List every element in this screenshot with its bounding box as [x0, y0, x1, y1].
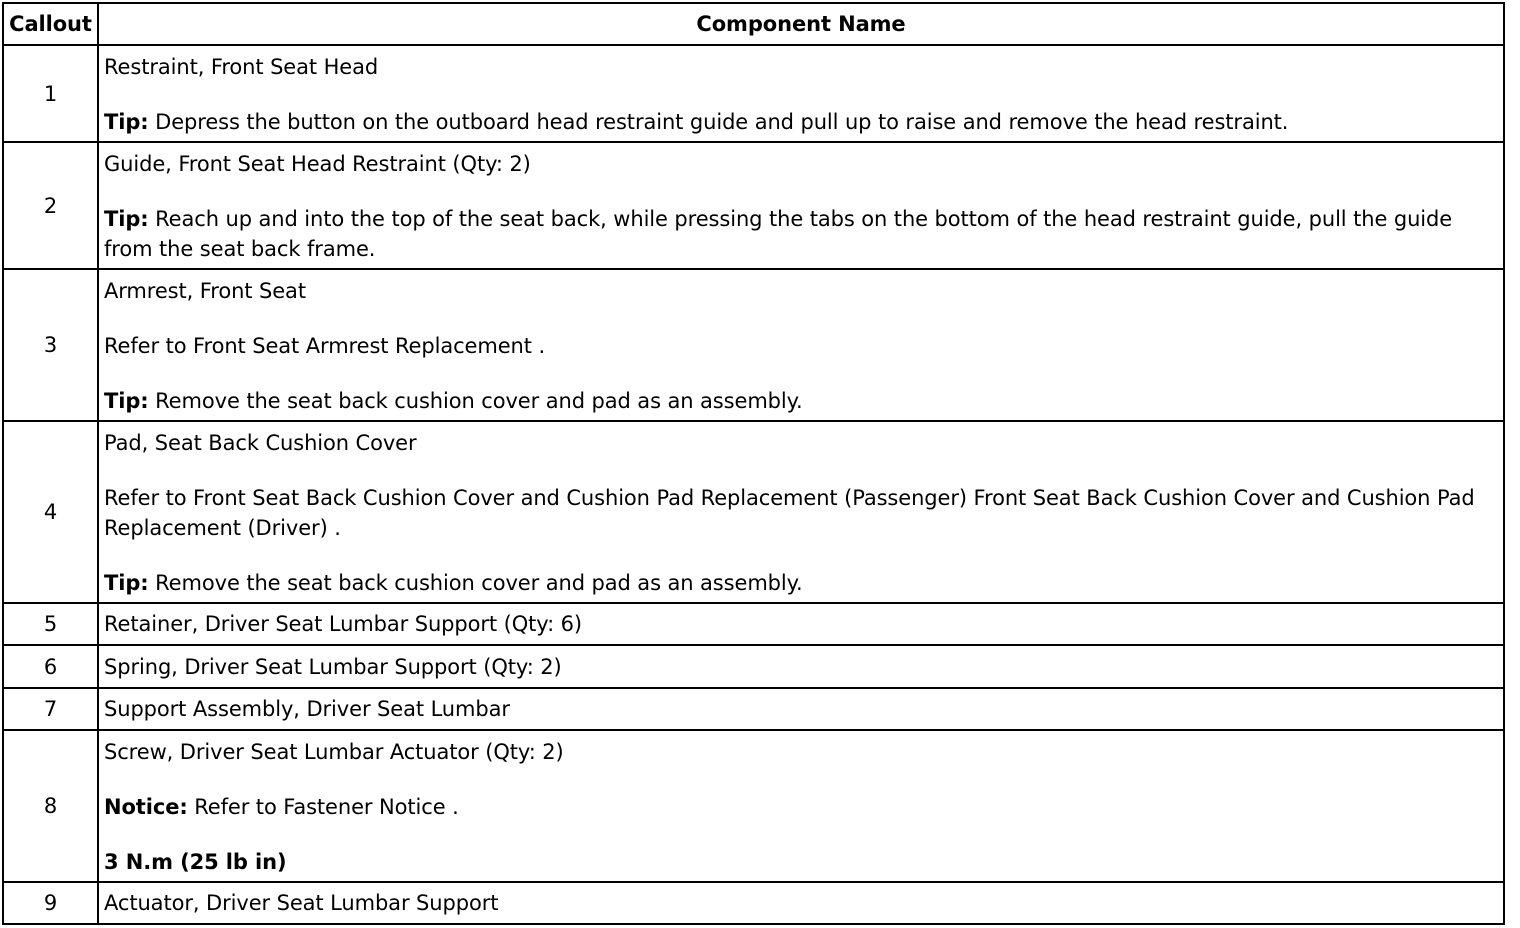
callout-cell: 3	[3, 269, 98, 421]
component-name: Guide, Front Seat Head Restraint (Qty: 2)	[104, 152, 531, 176]
tip-text	[104, 568, 1503, 598]
callout-cell: 7	[3, 688, 98, 730]
callout-cell: 6	[3, 645, 98, 688]
table-row	[3, 688, 1504, 730]
refer-text: Refer to Front Seat Armrest Replacement .	[104, 334, 546, 358]
component-name: Spring, Driver Seat Lumbar Support (Qty: 2)	[98, 645, 1504, 688]
table-row	[3, 421, 1504, 603]
callout-cell: 5	[3, 603, 98, 645]
component-name: Support Assembly, Driver Seat Lumbar	[98, 688, 1504, 730]
notice-text	[104, 792, 1503, 822]
callout-cell: 1	[3, 45, 98, 142]
torque-spec: 3 N.m (25 lb in)	[104, 850, 287, 874]
component-name: Armrest, Front Seat	[104, 279, 306, 303]
component-name: Restraint, Front Seat Head	[104, 55, 379, 79]
tip-body: Reach up and into the top of the seat back, while pressing the tabs on the bottom of the head restraint guide, pull the guide from the seat back frame.	[104, 207, 1453, 261]
notice-label: Notice:	[104, 795, 188, 819]
callout-cell: 2	[3, 142, 98, 269]
component-cell	[98, 142, 1504, 269]
callout-cell: 4	[3, 421, 98, 603]
table-header-row	[3, 3, 1504, 45]
tip-text	[104, 204, 1503, 264]
tip-body: Depress the button on the outboard head restraint guide and pull up to raise and remove the head restraint.	[148, 110, 1289, 134]
callout-header: Callout	[3, 3, 98, 45]
table-row	[3, 603, 1504, 645]
component-name: Retainer, Driver Seat Lumbar Support (Qty: 6)	[98, 603, 1504, 645]
tip-label: Tip:	[104, 207, 149, 231]
tip-label: Tip:	[104, 389, 149, 413]
component-name: Actuator, Driver Seat Lumbar Support	[98, 882, 1504, 924]
component-name: Pad, Seat Back Cushion Cover	[104, 431, 417, 455]
tip-text	[104, 107, 1503, 137]
table-row	[3, 45, 1504, 142]
callout-cell: 9	[3, 882, 98, 924]
tip-body: Remove the seat back cushion cover and pad as an assembly.	[148, 389, 803, 413]
tip-body: Remove the seat back cushion cover and pad as an assembly.	[148, 571, 803, 595]
component-cell	[98, 730, 1504, 882]
component-cell	[98, 45, 1504, 142]
table-row	[3, 142, 1504, 269]
table-row	[3, 730, 1504, 882]
tip-text	[104, 386, 1503, 416]
component-cell	[98, 269, 1504, 421]
callout-cell: 8	[3, 730, 98, 882]
refer-text: Refer to Front Seat Back Cushion Cover and Cushion Pad Replacement (Passenger) Front Seat Back Cushion Cover and Cushion Pad Replacement (Driver) .	[104, 486, 1475, 540]
table-row	[3, 269, 1504, 421]
component-table	[2, 2, 1505, 925]
tip-label: Tip:	[104, 110, 149, 134]
notice-body: Refer to Fastener Notice .	[187, 795, 459, 819]
component-name-header: Component Name	[98, 3, 1504, 45]
table-row	[3, 645, 1504, 688]
table-row	[3, 882, 1504, 924]
component-name: Screw, Driver Seat Lumbar Actuator (Qty: 2)	[104, 740, 564, 764]
tip-label: Tip:	[104, 571, 149, 595]
component-cell	[98, 421, 1504, 603]
